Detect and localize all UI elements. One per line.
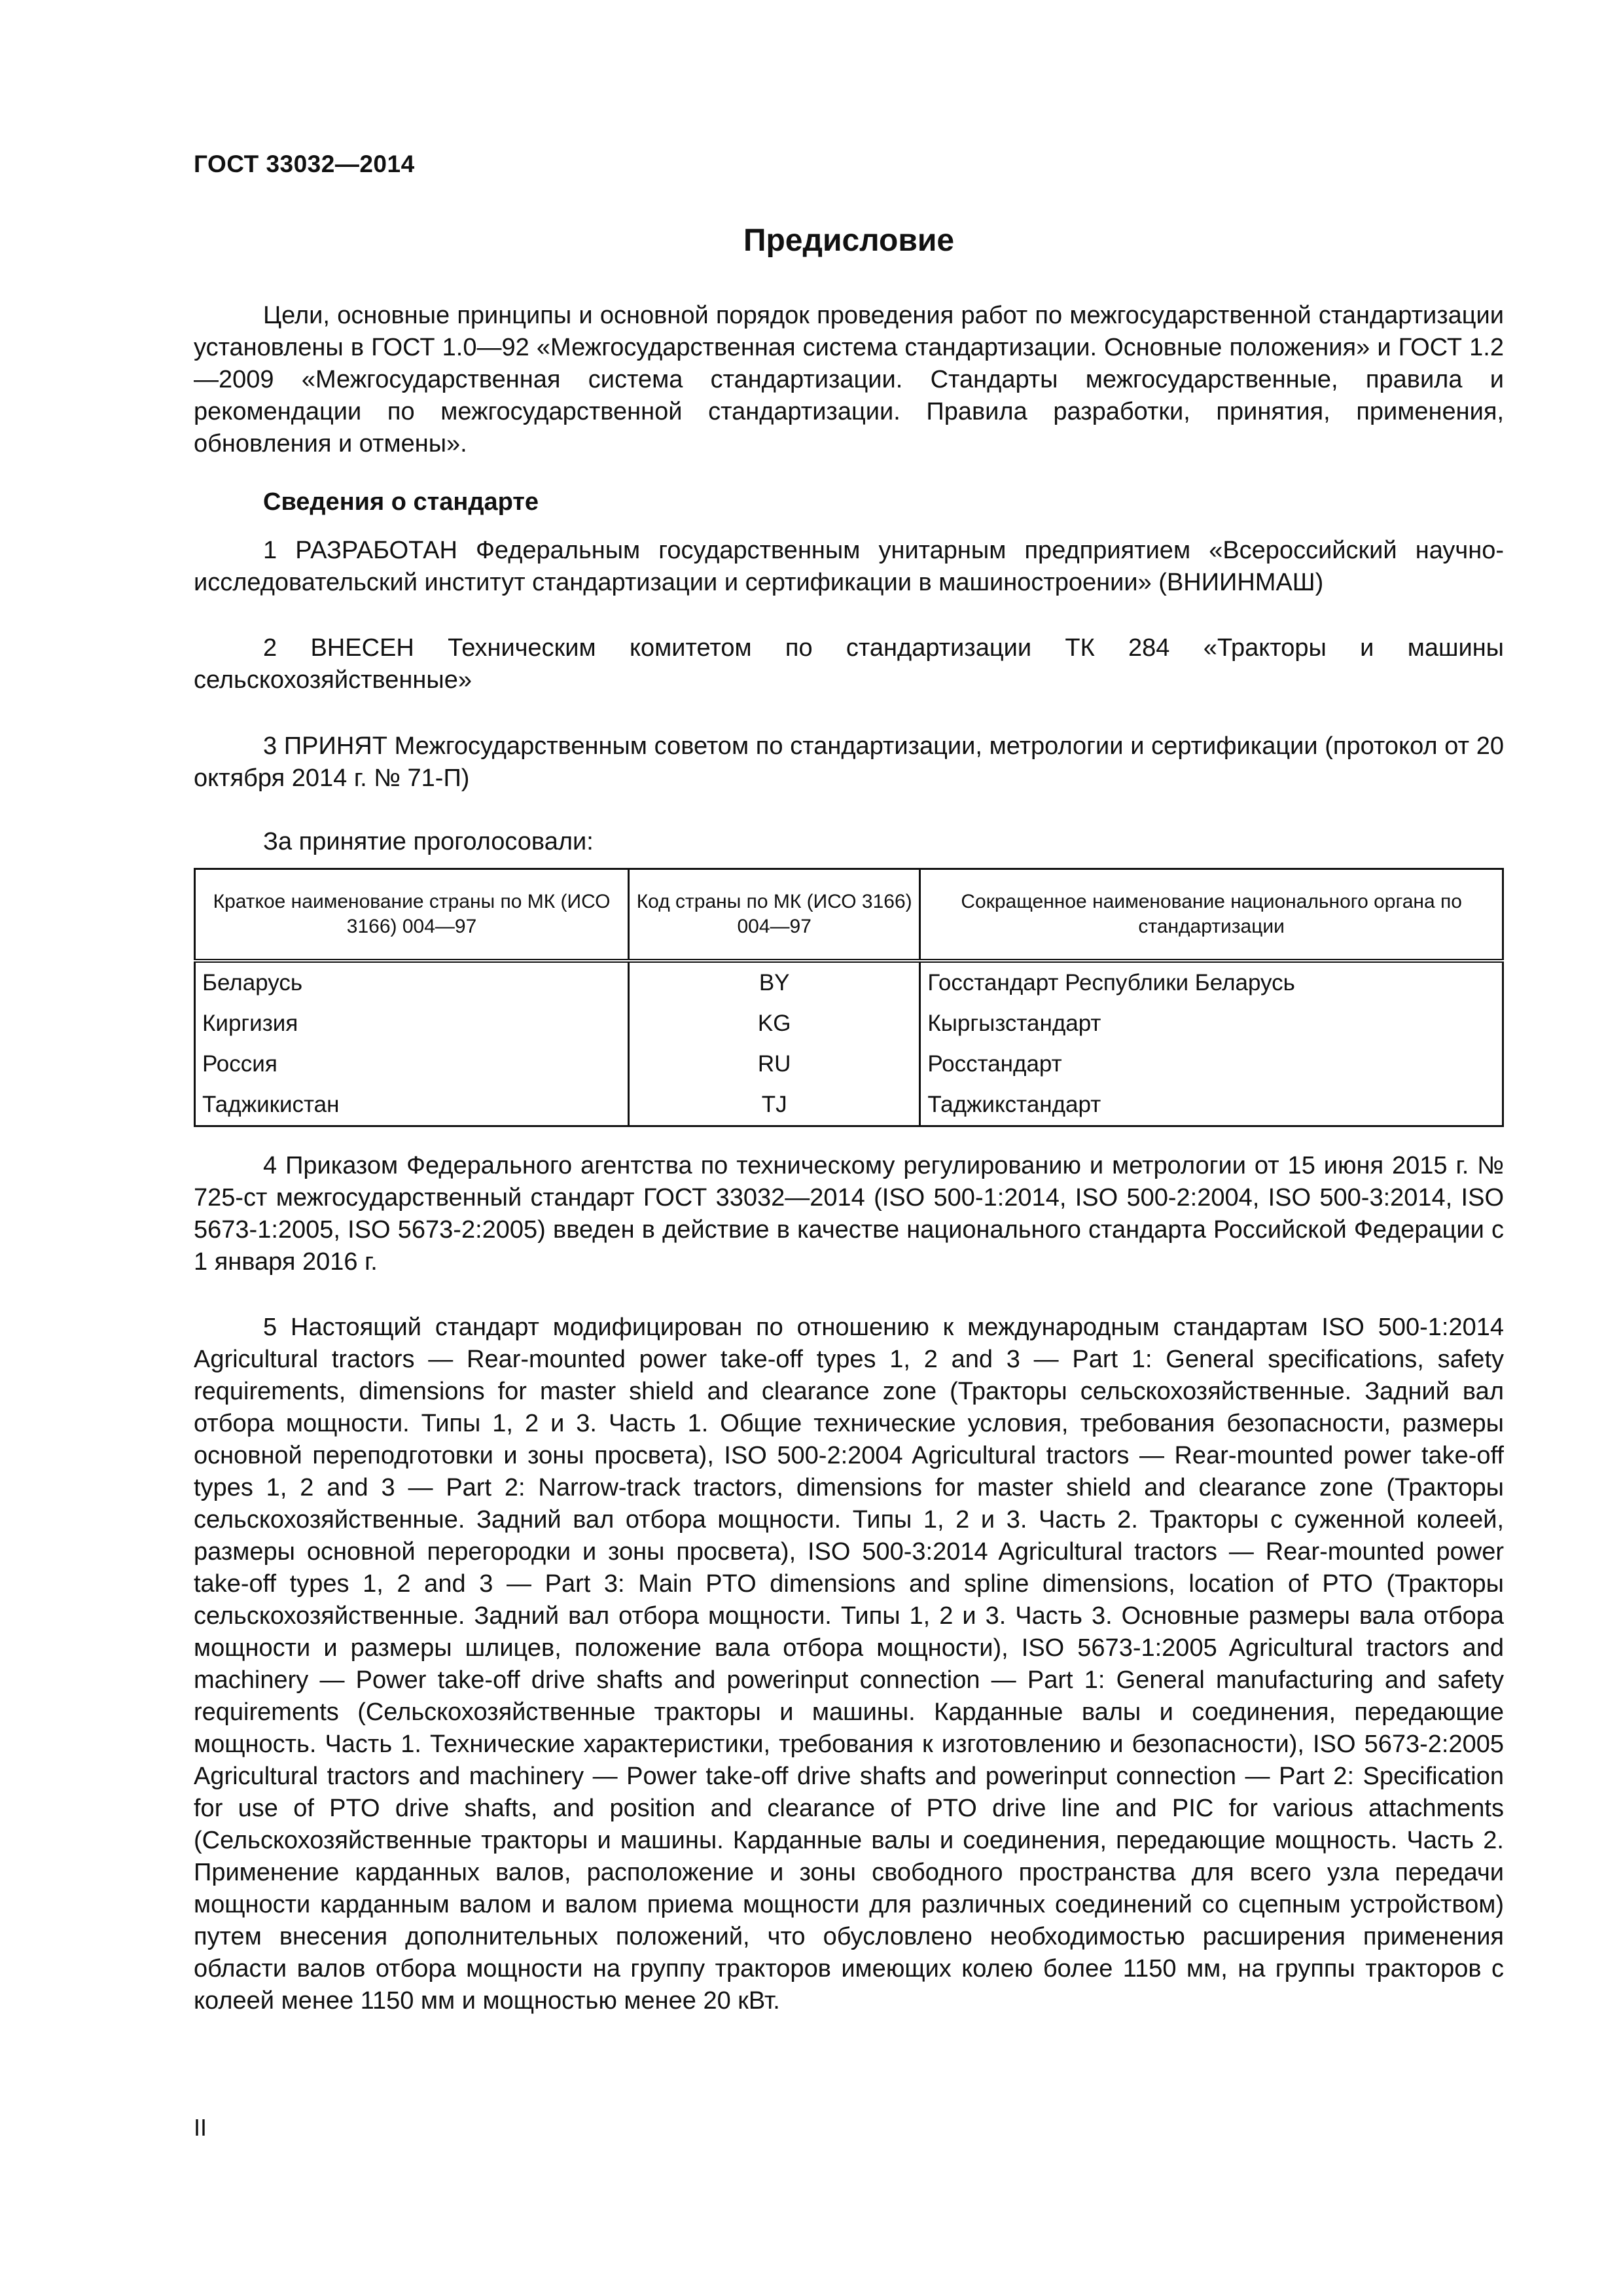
item-1-paragraph: 1 РАЗРАБОТАН Федеральным государственным унитарным предприятием «Всероссийский научно-исследовательский институт стандартизации и сертификации в машиностроении» (ВНИИНМАШ) [194, 537, 1504, 596]
table-cell-code: KG [629, 1003, 920, 1044]
table-row [195, 1085, 1503, 1126]
table-cell-body: Таджикстандарт [920, 1085, 1503, 1126]
section-title: Сведения о стандарте [263, 488, 539, 516]
item-2-paragraph: 2 ВНЕСЕН Техническим комитетом по стандартизации ТК 284 «Тракторы и машины сельскохозяйственные» [194, 634, 1504, 694]
table-row [195, 1044, 1503, 1085]
table-cell-country: Беларусь [195, 961, 629, 1003]
voting-table [194, 868, 1504, 1127]
item-4-paragraph: 4 Приказом Федерального агентства по техническому регулированию и метрологии от 15 июня 2015 г. № 725-ст межгосударственный стандарт ГОСТ 33032—2014 (ISO 500-1:2014, ISO 500-2:2004, ISO 500-3:2014, ISO 5673-1:2005, ISO 5673-2:2005) введен в действие в качестве национального стандарта Российской Федерации с 1 января 2016 г. [194, 1152, 1504, 1276]
table-cell-country: Таджикистан [195, 1085, 629, 1126]
standard-header: ГОСТ 33032—2014 [194, 151, 415, 177]
table-cell-country: Россия [195, 1044, 629, 1085]
table-header-code: Код страны по МК (ИСО 3166) 004—97 [629, 869, 920, 961]
table-cell-body: Росстандарт [920, 1044, 1503, 1085]
table-cell-country: Киргизия [195, 1003, 629, 1044]
vote-intro: За принятие проголосовали: [263, 828, 594, 855]
intro-paragraph: Цели, основные принципы и основной порядок проведения работ по межгосударственной стандартизации установлены в ГОСТ 1.0—92 «Межгосударственная система стандартизации. Основные положения» и ГОСТ 1.2—2009 «Межгосударственная система стандартизации. Стандарты межгосударственные, правила и рекомендации по межгосударственной стандартизации. Правила разработки, принятия, применения, обновления и отмены». [194, 302, 1504, 457]
table-header-country: Краткое наименование страны по МК (ИСО 3166) 004—97 [195, 869, 629, 961]
table-cell-body: Кыргызстандарт [920, 1003, 1503, 1044]
table-row [195, 961, 1503, 1003]
table-header-body: Сокращенное наименование национального органа по стандартизации [920, 869, 1503, 961]
table-cell-code: RU [629, 1044, 920, 1085]
page-number: II [194, 2114, 207, 2141]
table-row [195, 1003, 1503, 1044]
item-3-paragraph: 3 ПРИНЯТ Межгосударственным советом по стандартизации, метрологии и сертификации (протокол от 20 октября 2014 г. № 71-П) [194, 732, 1504, 792]
page-title: Предисловие [743, 223, 955, 258]
item-5-paragraph: 5 Настоящий стандарт модифицирован по отношению к международным стандартам ISO 500-1:2014 Agricultural tractors — Rear-mounted power take-off types 1, 2 and 3 — Part 1: General specifications, safety requirements, dimensions for master shield and clearance zone (Тракторы сельскохозяйственные. Задний вал отбора мощности. Типы 1, 2 и 3. Часть 1. Общие технические условия, требования безопасности, размеры основной переподготовки и зоны просвета), ISO 500-2:2004 Agricultural tractors — Rear-mounted power take-off types 1, 2 and 3 — Part 2: Narrow-track tractors, dimensions for master shield and clearance zone (Тракторы сельскохозяйственные. Задний вал отбора мощности. Типы 1, 2 и 3. Часть 2. Тракторы с суженной колеей, размеры основной перегородки и зоны просвета), ISO 500-3:2014 Agricultural tractors — Rear-mounted power take-off types 1, 2 and 3 — Part 3: Main PTO dimensions and spline dimensions, location of PTO (Тракторы сельскохозяйственные. Задний вал отбора мощности. Типы 1, 2 и 3. Часть 3. Основные размеры вала отбора мощности и размеры шлицев, положение вала отбора мощности), ISO 5673-1:2005 Agricultural tractors and machinery — Power take-off drive shafts and powerinput connection — Part 1: General manufacturing and safety requirements (Сельскохозяйственные тракторы и машины. Карданные валы и соединения, передающие мощность. Часть 1. Технические характеристики, требования к изготовлению и безопасности), ISO 5673-2:2005 Agricultural tractors and machinery — Power take-off drive shafts and powerinput connection — Part 2: Specification for use of PTO drive shafts, and position and clearance of PTO drive line and PIC for various attachments (Сельскохозяйственные тракторы и машины. Карданные валы и соединения, передающие мощность. Часть 2. Применение карданных валов, расположение и зоны свободного пространства для всего узла передачи мощности карданным валом и валом приема мощности для различных соединений со сцепным устройством) путем внесения дополнительных положений, что обусловлено необходимостью расширения применения области валов отбора мощности на группу тракторов имеющих колею более 1150 мм, на группы тракторов с колеей менее 1150 мм и мощностью менее 20 кВт. [194, 1314, 1504, 2015]
table-cell-code: BY [629, 961, 920, 1003]
table-cell-code: TJ [629, 1085, 920, 1126]
table-header-row [195, 869, 1503, 961]
table-cell-body: Госстандарт Республики Беларусь [920, 961, 1503, 1003]
